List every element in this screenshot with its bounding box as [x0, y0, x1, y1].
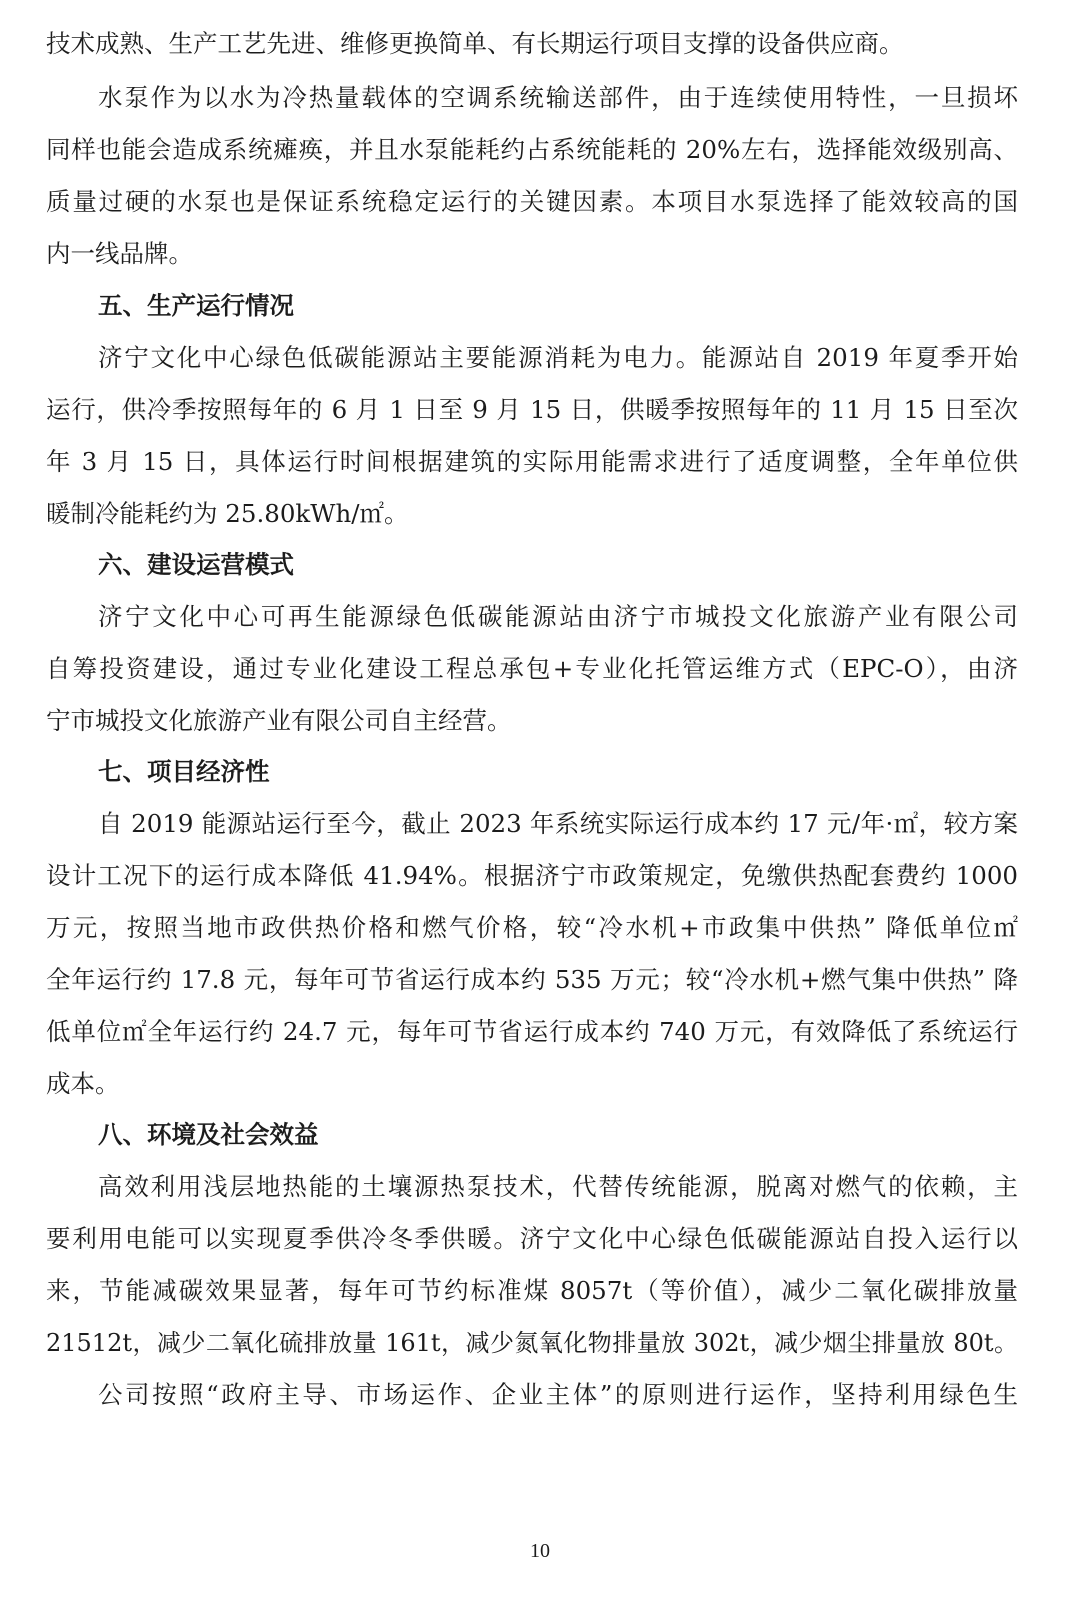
- paragraph-line: 成本。: [46, 1069, 120, 1098]
- section-heading-6: 六、建设运营模式: [98, 550, 294, 579]
- paragraph-line: 要利用电能可以实现夏季供冷冬季供暖。济宁文化中心绿色低碳能源站自投入运行以: [46, 1224, 1018, 1253]
- paragraph-line: 年 3 月 15 日，具体运行时间根据建筑的实际用能需求进行了适度调整，全年单位供: [46, 447, 1018, 476]
- paragraph-line: 来，节能减碳效果显著，每年可节约标准煤 8057t（等价值），减少二氧化碳排放量: [46, 1276, 1018, 1305]
- paragraph-line: 技术成熟、生产工艺先进、维修更换简单、有长期运行项目支撑的设备供应商。: [46, 29, 904, 58]
- section-heading-8: 八、环境及社会效益: [98, 1120, 319, 1149]
- paragraph-line: 宁市城投文化旅游产业有限公司自主经营。: [46, 706, 512, 735]
- paragraph-line: 自筹投资建设，通过专业化建设工程总承包+专业化托管运维方式（EPC-O），由济: [46, 654, 1018, 683]
- paragraph-line: 济宁文化中心可再生能源绿色低碳能源站由济宁市城投文化旅游产业有限公司: [98, 602, 1018, 631]
- paragraph-line: 公司按照“政府主导、市场运作、企业主体”的原则进行运作，坚持利用绿色生: [98, 1380, 1018, 1409]
- paragraph-line: 高效利用浅层地热能的土壤源热泵技术，代替传统能源，脱离对燃气的依赖，主: [98, 1172, 1018, 1201]
- paragraph-line: 运行，供冷季按照每年的 6 月 1 日至 9 月 15 日，供暖季按照每年的 11 月 15 日至次: [46, 395, 1018, 424]
- paragraph-line: 设计工况下的运行成本降低 41.94%。根据济宁市政策规定，免缴供热配套费约 1000: [46, 861, 1018, 890]
- paragraph-line: 自 2019 能源站运行至今，截止 2023 年系统实际运行成本约 17 元/年·㎡，较方案: [98, 809, 1018, 838]
- section-heading-7: 七、项目经济性: [98, 757, 270, 786]
- paragraph-line: 济宁文化中心绿色低碳能源站主要能源消耗为电力。能源站自 2019 年夏季开始: [98, 343, 1018, 372]
- paragraph-line: 暖制冷能耗约为 25.80kWh/㎡。: [46, 499, 409, 528]
- paragraph-line: 全年运行约 17.8 元，每年可节省运行成本约 535 万元；较“冷水机+燃气集中供热” 降: [46, 965, 1018, 994]
- paragraph-line: 低单位㎡全年运行约 24.7 元，每年可节省运行成本约 740 万元，有效降低了系统运行: [46, 1017, 1018, 1046]
- paragraph-line: 万元，按照当地市政供热价格和燃气价格，较“冷水机+市政集中供热” 降低单位㎡: [46, 913, 1018, 942]
- page-number: 10: [530, 1540, 550, 1562]
- section-heading-5: 五、生产运行情况: [98, 291, 294, 320]
- paragraph-line: 21512t，减少二氧化硫排放量 161t，减少氮氧化物排量放 302t，减少烟尘排量放 80t。: [46, 1329, 1018, 1357]
- paragraph-line: 质量过硬的水泵也是保证系统稳定运行的关键因素。本项目水泵选择了能效较高的国: [46, 187, 1018, 216]
- paragraph-line: 同样也能会造成系统瘫痪，并且水泵能耗约占系统能耗的 20%左右，选择能效级别高、: [46, 135, 1018, 164]
- paragraph-line: 水泵作为以水为冷热量载体的空调系统输送部件，由于连续使用特性，一旦损坏: [98, 83, 1018, 112]
- paragraph-line: 内一线品牌。: [46, 239, 193, 268]
